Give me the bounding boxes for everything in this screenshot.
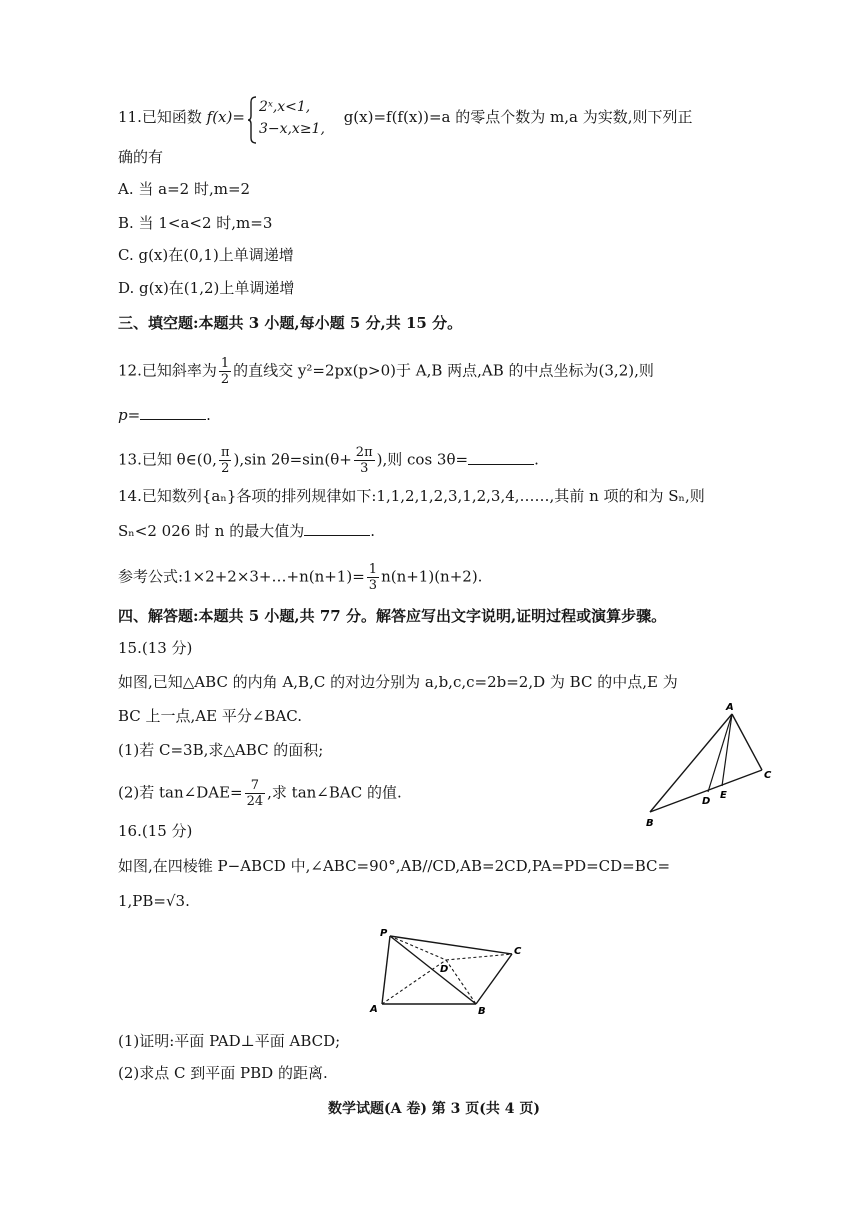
q11-option-d: D. g(x)在(1,2)上单调递增 <box>118 279 295 297</box>
brace-icon <box>247 96 257 144</box>
q13-answer-blank[interactable] <box>468 450 534 465</box>
q11-rest2: 确的有 <box>118 148 164 166</box>
q12-stem <box>118 356 654 387</box>
q16-label-d: D <box>440 964 449 975</box>
q12-line2: p= . <box>118 406 211 424</box>
q16-part2: (2)求点 C 到平面 PBD 的距离. <box>118 1064 328 1082</box>
q14-line2-text: Sₙ<2 026 时 n 的最大值为 <box>118 522 305 540</box>
q15-triangle-figure <box>640 700 780 830</box>
q12-post: 的直线交 y²=2px(p>0)于 A,B 两点,AB 的中点坐标为(3,2),则 <box>233 361 654 380</box>
q11-option-b: B. 当 1<a<2 时,m=3 <box>118 214 273 232</box>
q16-line1: 如图,在四棱锥 P−ABCD 中,∠ABC=90°,AB//CD,AB=2CD,PA=PD=CD=BC= <box>118 857 671 875</box>
section-3-heading: 三、填空题:本题共 3 小题,每小题 5 分,共 15 分。 <box>118 314 463 332</box>
q12-answer-blank[interactable] <box>140 405 206 420</box>
q16-line2: 1,PB=√3. <box>118 892 190 910</box>
q14-formula <box>118 562 482 593</box>
q13-theta-part: (θ+ <box>324 450 352 469</box>
q11-prefix: 11.已知函数 <box>118 108 202 126</box>
q13-pre: 13.已知 θ∈ <box>118 450 197 469</box>
q11-stem <box>118 96 693 140</box>
q12-line2-text: p= <box>118 406 141 424</box>
q13-stem: 13.已知 θ∈(0, $\frac{\pi}{2}$ ),sin 2θ=sin(θ+ $\frac{2\pi}{3}$ ),则 cos 3θ= . <box>118 445 539 476</box>
q15-label-d: D <box>702 796 711 807</box>
q11-piecewise <box>247 96 325 140</box>
q16-header: 16.(15 分) <box>118 822 193 840</box>
q12-fraction: $\frac{1}{2}$ <box>220 356 230 387</box>
section-4-heading: 四、解答题:本题共 5 小题,共 77 分。解答应写出文字说明,证明过程或演算步骤。 <box>118 607 667 625</box>
q15-part1: (1)若 C=3B,求△ABC 的面积; <box>118 741 324 759</box>
q12-pre: 12.已知斜率为 <box>118 361 217 380</box>
q16-label-p: P <box>380 928 388 939</box>
q13-post: ,则 cos 3θ= <box>382 450 469 469</box>
q11-fx: f(x)= <box>206 108 245 126</box>
q14-formula-fraction: $\frac{1}{3}$ <box>368 562 378 593</box>
q15-label-b: B <box>646 818 654 829</box>
q16-label-b: B <box>478 1006 486 1017</box>
q15-part2-fraction: $\frac{7}{24}$ <box>246 778 264 809</box>
q13-fraction: $\frac{2\pi}{3}$ <box>355 445 373 476</box>
q14-line2: Sₙ<2 026 时 n 的最大值为 . <box>118 522 376 540</box>
q13-close: ) <box>376 450 383 469</box>
q16-pyramid-figure <box>368 926 528 1018</box>
q15-part2 <box>118 778 402 809</box>
q16-part1: (1)证明:平面 PAD⊥平面 ABCD; <box>118 1032 341 1050</box>
q15-part2-pre: (2)若 tan∠DAE= <box>118 783 243 802</box>
q14-line1: 14.已知数列{aₙ}各项的排列规律如下:1,1,2,1,2,3,1,2,3,4,……,其前 n 项的和为 Sₙ,则 <box>118 487 705 505</box>
q11-option-a: A. 当 a=2 时,m=2 <box>118 180 251 198</box>
q15-part2-post: ,求 tan∠BAC 的值. <box>267 783 402 802</box>
q16-label-a: A <box>370 1004 378 1015</box>
q15-header: 15.(13 分) <box>118 639 193 657</box>
q15-line2: BC 上一点,AE 平分∠BAC. <box>118 707 302 725</box>
q14-answer-blank[interactable] <box>304 521 370 536</box>
q15-line1: 如图,已知△ABC 的内角 A,B,C 的对边分别为 a,b,c,c=2b=2,D 为 BC 的中点,E 为 <box>118 673 678 691</box>
q11-piece-2: 3−x,x≥1, <box>258 121 325 137</box>
q13-mid: ,sin 2θ=sin <box>239 450 325 469</box>
q11-rest: g(x)=f(f(x))=a 的零点个数为 m,a 为实数,则下列正 <box>343 108 693 126</box>
q13-interval-left: (0, <box>196 450 217 469</box>
q16-label-c: C <box>514 946 522 957</box>
q11-option-c: C. g(x)在(0,1)上单调递增 <box>118 246 294 264</box>
page-footer: 数学试题(A 卷) 第 3 页(共 4 页) <box>327 1101 541 1117</box>
q15-label-a: A <box>726 702 734 713</box>
q14-formula-post: n(n+1)(n+2). <box>381 567 483 586</box>
q13-interval-right: ) <box>233 450 240 469</box>
q14-formula-pre: 参考公式:1×2+2×3+…+n(n+1)= <box>118 567 365 586</box>
q11-piece-1: 2ˣ,x<1, <box>258 99 311 115</box>
q15-label-c: C <box>764 770 772 781</box>
q15-label-e: E <box>720 790 727 801</box>
q13-pi-fraction: $\frac{\pi}{2}$ <box>220 445 230 476</box>
